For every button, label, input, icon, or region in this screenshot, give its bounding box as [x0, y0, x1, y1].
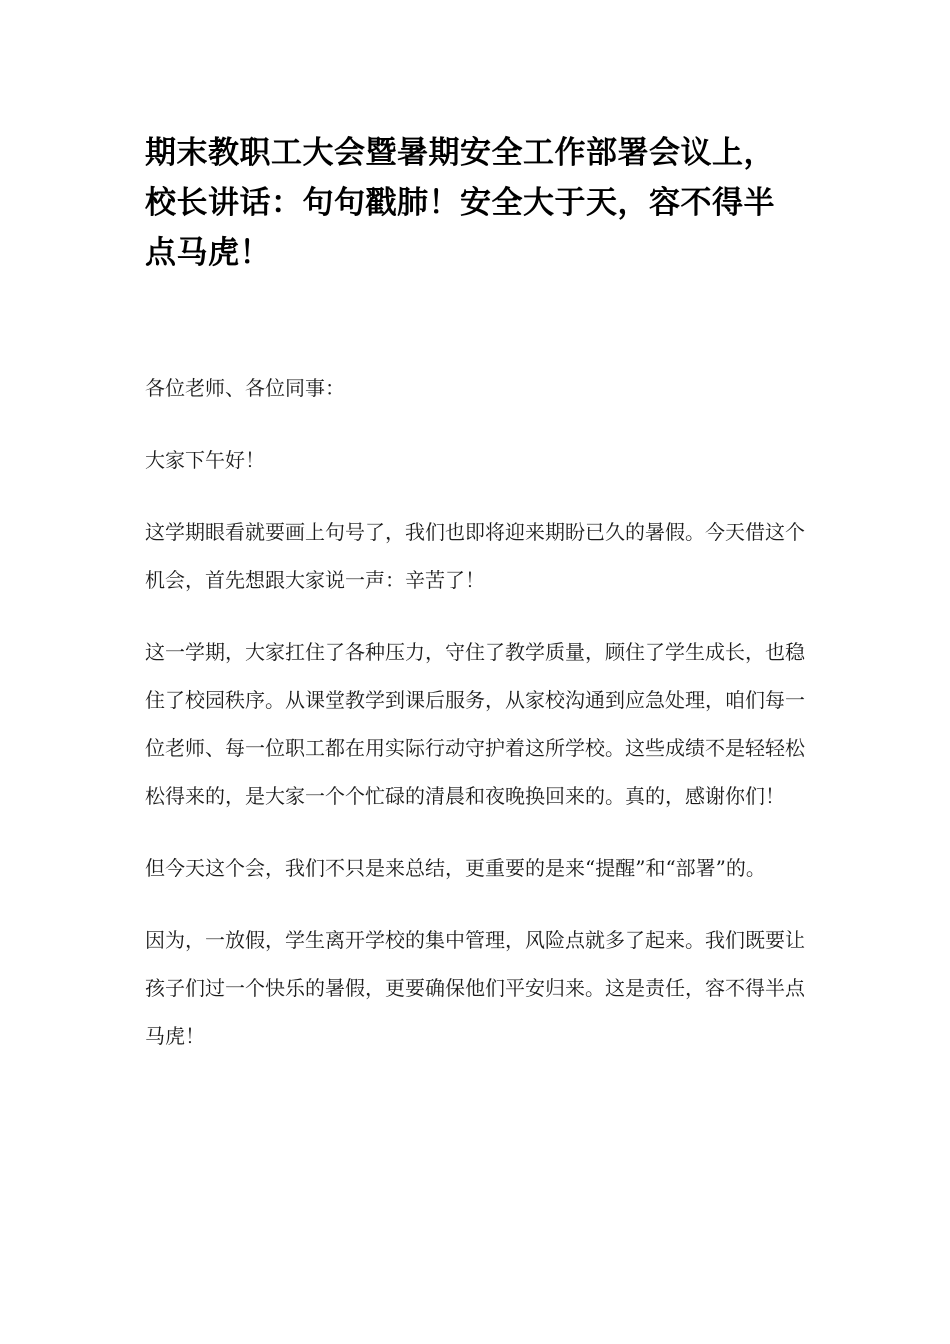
- document-body: [145, 364, 805, 1060]
- document-title: 期末教职工大会暨暑期安全工作部署会议上，校长讲话：句句戳肺！安全大于天，容不得半点马虎！: [145, 135, 775, 271]
- paragraph-purpose: 但今天这个会，我们不只是来总结，更重要的是来“提醒”和“部署”的。: [145, 856, 766, 880]
- paragraph-greeting: 各位老师、各位同事：: [145, 376, 345, 400]
- paragraph-semester-end: 这学期眼看就要画上句号了，我们也即将迎来期盼已久的暑假。今天借这个机会，首先想跟大家说一声：辛苦了！: [145, 520, 805, 592]
- document-page: [145, 128, 805, 1084]
- paragraph-hello: 大家下午好！: [145, 448, 265, 472]
- paragraph-responsibility: 因为，一放假，学生离开学校的集中管理，风险点就多了起来。我们既要让孩子们过一个快乐的暑假，更要确保他们平安归来。这是责任，容不得半点马虎！: [145, 928, 805, 1048]
- paragraph-thanks: 这一学期，大家扛住了各种压力，守住了教学质量，顾住了学生成长，也稳住了校园秩序。从课堂教学到课后服务，从家校沟通到应急处理，咱们每一位老师、每一位职工都在用实际行动守护着这所学校。这些成绩不是轻轻松松得来的，是大家一个个忙碌的清晨和夜晚换回来的。真的，感谢你们！: [145, 640, 805, 808]
